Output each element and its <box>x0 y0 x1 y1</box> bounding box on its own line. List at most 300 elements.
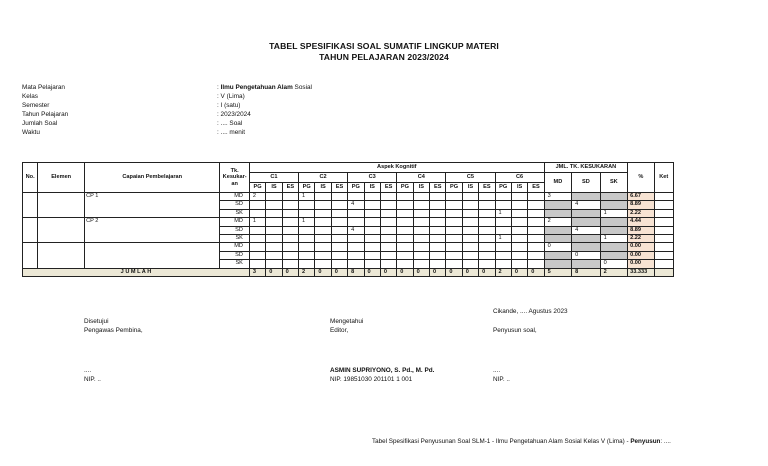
cell-count <box>430 226 446 234</box>
cell-count <box>249 251 265 259</box>
total-sk: 2 <box>600 268 627 276</box>
total-count: 2 <box>299 268 315 276</box>
header-md: MD <box>544 173 571 193</box>
cell-count <box>511 209 527 217</box>
total-percent: 33.333 <box>628 268 654 276</box>
cell-count: 4 <box>348 226 364 234</box>
cell-count <box>331 201 347 209</box>
total-count: 3 <box>249 268 265 276</box>
cell-count <box>462 201 478 209</box>
header-ket: Ket <box>654 163 673 193</box>
cell-count <box>397 201 413 209</box>
page-footer: Tabel Spesifikasi Penyusunan Soal SLM-1 - Ilmu Pengetahuan Alam Sosial Kelas V (Lima) - Penyusun: .... <box>372 438 671 445</box>
cell-tingkat: MD <box>220 218 250 226</box>
cell-count <box>348 209 364 217</box>
cell-tingkat: MD <box>220 243 250 251</box>
header-aspek-kognitif: Aspek Kognitif <box>249 163 544 173</box>
cell-count <box>430 218 446 226</box>
cell-count <box>299 260 315 268</box>
cell-count <box>413 243 429 251</box>
cell-count <box>380 235 396 243</box>
cell-count <box>528 260 544 268</box>
cell-count <box>315 251 331 259</box>
cell-count <box>249 235 265 243</box>
cell-count <box>315 201 331 209</box>
cell-count <box>282 226 298 234</box>
cell-count <box>380 243 396 251</box>
cell-count <box>348 235 364 243</box>
cell-count <box>413 235 429 243</box>
header-subtype: ES <box>528 183 544 193</box>
cell-count <box>249 209 265 217</box>
header-percent: % <box>628 163 654 193</box>
header-capaian: Capaian Pembelajaran <box>85 163 220 193</box>
total-count: 0 <box>511 268 527 276</box>
cell-sd: 4 <box>572 226 600 234</box>
cell-count: 2 <box>249 193 265 201</box>
cell-count <box>266 243 282 251</box>
cell-count <box>331 260 347 268</box>
cell-count <box>479 251 495 259</box>
signature-right <box>493 327 537 336</box>
cell-count <box>413 193 429 201</box>
cell-count <box>315 243 331 251</box>
signature-middle <box>330 318 363 335</box>
header-subtype: IS <box>413 183 429 193</box>
table-row <box>23 218 674 226</box>
cell-count <box>495 201 511 209</box>
cell-count <box>446 218 462 226</box>
signature-middle-line2: Editor, <box>330 326 349 334</box>
header-tk-line: Kesukar- <box>222 174 247 181</box>
info-value: : .... menit <box>217 128 246 136</box>
cell-count <box>380 193 396 201</box>
header-subtype: ES <box>282 183 298 193</box>
cell-count <box>495 243 511 251</box>
cell-count <box>446 260 462 268</box>
cell-count <box>282 193 298 201</box>
cell-count <box>479 193 495 201</box>
cell-count <box>413 251 429 259</box>
cell-count <box>315 209 331 217</box>
total-count: 8 <box>348 268 364 276</box>
cell-count <box>282 201 298 209</box>
cell-sd <box>572 209 600 217</box>
header-subtype: IS <box>511 183 527 193</box>
document-title: TABEL SPESIFIKASI SOAL SUMATIF LINGKUP MATERI <box>269 41 499 51</box>
total-count: 0 <box>479 268 495 276</box>
cell-count <box>380 218 396 226</box>
cell-count <box>315 193 331 201</box>
header-subtype: IS <box>462 183 478 193</box>
cell-count <box>380 260 396 268</box>
header-subtype: ES <box>331 183 347 193</box>
cell-sd: 0 <box>572 251 600 259</box>
cell-count <box>299 243 315 251</box>
cell-count <box>266 226 282 234</box>
total-ket <box>654 268 673 276</box>
cell-count <box>413 218 429 226</box>
cell-count <box>462 260 478 268</box>
header-subtype: PG <box>249 183 265 193</box>
cell-count <box>249 201 265 209</box>
cell-ket <box>654 193 673 201</box>
cell-count: 1 <box>299 218 315 226</box>
cell-count <box>479 243 495 251</box>
cell-tingkat: SD <box>220 201 250 209</box>
cell-count <box>528 209 544 217</box>
header-subtype: IS <box>266 183 282 193</box>
cell-count <box>299 209 315 217</box>
cell-count <box>495 251 511 259</box>
total-count: 2 <box>495 268 511 276</box>
cell-sk <box>600 226 627 234</box>
info-row <box>22 93 312 102</box>
cell-count <box>528 226 544 234</box>
cell-count <box>528 243 544 251</box>
cell-count <box>397 193 413 201</box>
info-value: : I (satu) <box>217 101 241 109</box>
total-count: 0 <box>380 268 396 276</box>
total-count: 0 <box>430 268 446 276</box>
signature-left-nip: NIP. .. <box>84 375 101 383</box>
total-sd: 8 <box>572 268 600 276</box>
header-tk-line: an <box>231 180 238 187</box>
cell-count <box>462 251 478 259</box>
cell-count <box>446 209 462 217</box>
signature-right-nip: NIP. .. <box>493 375 510 383</box>
cell-count <box>511 243 527 251</box>
cell-count <box>430 235 446 243</box>
cell-sd <box>572 218 600 226</box>
cell-count <box>528 193 544 201</box>
specification-table <box>22 162 674 277</box>
cell-count <box>364 209 380 217</box>
cell-md <box>544 201 571 209</box>
cell-count <box>397 243 413 251</box>
cell-count <box>528 251 544 259</box>
cell-count <box>462 209 478 217</box>
cell-count <box>364 201 380 209</box>
cell-count <box>266 201 282 209</box>
cell-count <box>413 226 429 234</box>
cell-tingkat: SD <box>220 251 250 259</box>
cell-count <box>511 193 527 201</box>
cell-count <box>479 226 495 234</box>
cell-tingkat: SK <box>220 209 250 217</box>
cell-count <box>266 193 282 201</box>
cell-count <box>446 226 462 234</box>
cell-count <box>430 209 446 217</box>
cell-ket <box>654 209 673 217</box>
total-count: 0 <box>266 268 282 276</box>
header-sk: SK <box>600 173 627 193</box>
cell-count <box>462 226 478 234</box>
cell-sk <box>600 243 627 251</box>
total-count: 0 <box>413 268 429 276</box>
cell-count <box>446 201 462 209</box>
cell-count <box>446 235 462 243</box>
cell-count <box>364 226 380 234</box>
info-row <box>22 120 312 129</box>
cell-sk: 1 <box>600 235 627 243</box>
header-tingkat-kesukaran <box>220 163 250 193</box>
cell-count <box>315 235 331 243</box>
cell-ket <box>654 251 673 259</box>
header-subtype: PG <box>397 183 413 193</box>
cell-count <box>282 243 298 251</box>
info-value: : .... Soal <box>217 119 243 127</box>
cell-count <box>266 218 282 226</box>
cell-count <box>511 251 527 259</box>
cell-count <box>397 235 413 243</box>
cell-count <box>266 260 282 268</box>
cell-count <box>462 235 478 243</box>
cell-md: 0 <box>544 243 571 251</box>
cell-count <box>430 201 446 209</box>
cell-count <box>397 260 413 268</box>
header-subtype: ES <box>479 183 495 193</box>
cell-count: 4 <box>348 201 364 209</box>
header-group: C6 <box>495 173 544 183</box>
cell-count <box>380 226 396 234</box>
cell-count <box>397 251 413 259</box>
cell-count <box>348 243 364 251</box>
cell-count <box>282 251 298 259</box>
cell-count <box>462 193 478 201</box>
header-sd: SD <box>572 173 600 193</box>
info-row <box>22 84 312 93</box>
cell-count <box>479 209 495 217</box>
cell-count <box>511 218 527 226</box>
cell-count <box>282 235 298 243</box>
cell-count <box>315 260 331 268</box>
cell-capaian: CP 1 <box>85 193 220 218</box>
header-subtype: IS <box>364 183 380 193</box>
cell-count <box>299 226 315 234</box>
cell-ket <box>654 201 673 209</box>
header-group: C2 <box>299 173 348 183</box>
cell-count <box>462 243 478 251</box>
header-group: C5 <box>446 173 495 183</box>
cell-tingkat: SK <box>220 235 250 243</box>
cell-count <box>364 218 380 226</box>
cell-count <box>446 193 462 201</box>
cell-count <box>495 193 511 201</box>
cell-count <box>397 209 413 217</box>
cell-elemen <box>38 193 85 218</box>
cell-count <box>364 193 380 201</box>
header-subtype: ES <box>430 183 446 193</box>
cell-count <box>299 201 315 209</box>
cell-tingkat: SD <box>220 226 250 234</box>
total-count: 0 <box>528 268 544 276</box>
signature-middle-nip: NIP. 19851030 201101 1 001 <box>330 375 413 383</box>
info-row <box>22 102 312 111</box>
cell-count <box>315 226 331 234</box>
signature-right-name-block <box>493 367 510 384</box>
cell-count <box>430 251 446 259</box>
cell-sd <box>572 193 600 201</box>
total-count: 0 <box>331 268 347 276</box>
cell-count <box>479 235 495 243</box>
header-subtype: PG <box>299 183 315 193</box>
cell-count <box>249 260 265 268</box>
cell-count <box>397 226 413 234</box>
cell-tingkat: SK <box>220 260 250 268</box>
header-group: C3 <box>348 173 397 183</box>
info-label: Semester <box>22 101 50 109</box>
cell-md <box>544 260 571 268</box>
cell-md <box>544 251 571 259</box>
place-date: Cikande, .... Agustus 2023 <box>493 308 568 315</box>
cell-sk <box>600 193 627 201</box>
cell-percent: 0.00 <box>628 243 654 251</box>
cell-capaian: CP 2 <box>85 218 220 243</box>
cell-percent: 4.44 <box>628 218 654 226</box>
cell-count <box>479 260 495 268</box>
info-label: Waktu <box>22 128 40 136</box>
cell-count <box>413 260 429 268</box>
header-subtype: PG <box>446 183 462 193</box>
signature-middle-line1: Mengetahui <box>330 318 364 325</box>
cell-percent: 8.89 <box>628 226 654 234</box>
header-subtype: ES <box>380 183 396 193</box>
cell-sd <box>572 243 600 251</box>
cell-count <box>331 235 347 243</box>
header-subtype: PG <box>495 183 511 193</box>
cell-ket <box>654 218 673 226</box>
info-label: Jumlah Soal <box>22 119 58 127</box>
signature-left-name-block <box>84 367 101 384</box>
signature-right-name: .... <box>493 367 501 374</box>
signature-left <box>84 318 143 335</box>
info-row <box>22 129 312 138</box>
cell-md: 2 <box>544 218 571 226</box>
document-subtitle: TAHUN PELAJARAN 2023/2024 <box>319 52 449 62</box>
cell-count <box>266 235 282 243</box>
cell-count <box>249 226 265 234</box>
cell-count <box>348 218 364 226</box>
cell-sd <box>572 235 600 243</box>
total-row <box>23 268 674 276</box>
cell-count <box>348 251 364 259</box>
total-label: J U M L A H <box>23 268 250 276</box>
cell-count <box>511 235 527 243</box>
header-subtype: PG <box>348 183 364 193</box>
total-count: 0 <box>364 268 380 276</box>
info-block <box>22 84 312 137</box>
cell-count <box>282 209 298 217</box>
cell-percent: 8.89 <box>628 201 654 209</box>
cell-count <box>331 209 347 217</box>
cell-count <box>495 260 511 268</box>
cell-ket <box>654 260 673 268</box>
cell-count <box>528 201 544 209</box>
cell-count: 1 <box>249 218 265 226</box>
signature-left-name: .... <box>84 367 92 374</box>
table-row <box>23 193 674 201</box>
cell-count <box>528 235 544 243</box>
cell-ket <box>654 226 673 234</box>
cell-count <box>331 251 347 259</box>
header-no: No. <box>23 163 38 193</box>
cell-no <box>23 243 38 268</box>
cell-sk <box>600 218 627 226</box>
cell-count <box>266 251 282 259</box>
cell-count <box>479 218 495 226</box>
total-count: 0 <box>446 268 462 276</box>
cell-count <box>331 218 347 226</box>
cell-count <box>331 243 347 251</box>
cell-count <box>380 251 396 259</box>
cell-count <box>397 218 413 226</box>
cell-count <box>249 243 265 251</box>
cell-count <box>380 209 396 217</box>
cell-count <box>446 243 462 251</box>
cell-md <box>544 235 571 243</box>
cell-count <box>446 251 462 259</box>
cell-ket <box>654 243 673 251</box>
cell-count <box>315 218 331 226</box>
cell-sd <box>572 260 600 268</box>
cell-sk: 1 <box>600 209 627 217</box>
cell-sk: 0 <box>600 260 627 268</box>
cell-count <box>348 193 364 201</box>
header-tk-line: Tk. <box>230 167 239 174</box>
cell-count <box>462 218 478 226</box>
header-elemen: Elemen <box>38 163 85 193</box>
header-jml-kesukaran: JML. TK. KESUKARAN <box>544 163 627 173</box>
info-label: Tahun Pelajaran <box>22 110 69 118</box>
info-label: Kelas <box>22 92 38 100</box>
cell-count <box>511 226 527 234</box>
cell-count <box>364 251 380 259</box>
cell-sd: 4 <box>572 201 600 209</box>
cell-count <box>299 235 315 243</box>
cell-count <box>266 209 282 217</box>
cell-elemen <box>38 218 85 243</box>
cell-count <box>413 209 429 217</box>
total-count: 0 <box>282 268 298 276</box>
header-subtype: IS <box>315 183 331 193</box>
cell-count <box>331 226 347 234</box>
cell-count <box>331 193 347 201</box>
cell-count <box>430 243 446 251</box>
signature-left-line1: Disetujui <box>84 318 109 325</box>
header-group: C4 <box>397 173 446 183</box>
total-md: 5 <box>544 268 571 276</box>
cell-count <box>380 201 396 209</box>
cell-no <box>23 193 38 218</box>
cell-count <box>282 218 298 226</box>
total-count: 0 <box>397 268 413 276</box>
cell-percent: 0.00 <box>628 260 654 268</box>
info-label: Mata Pelajaran <box>22 84 65 91</box>
cell-percent: 6.67 <box>628 193 654 201</box>
table-row <box>23 243 674 251</box>
info-row <box>22 111 312 120</box>
cell-md <box>544 209 571 217</box>
cell-sk <box>600 251 627 259</box>
cell-sk <box>600 201 627 209</box>
total-count: 0 <box>315 268 331 276</box>
info-value: : V (Lima) <box>217 92 245 100</box>
cell-ket <box>654 235 673 243</box>
cell-count <box>364 235 380 243</box>
info-value: : 2023/2024 <box>217 110 251 118</box>
signature-right-line1: Penyusun soal, <box>493 327 537 334</box>
